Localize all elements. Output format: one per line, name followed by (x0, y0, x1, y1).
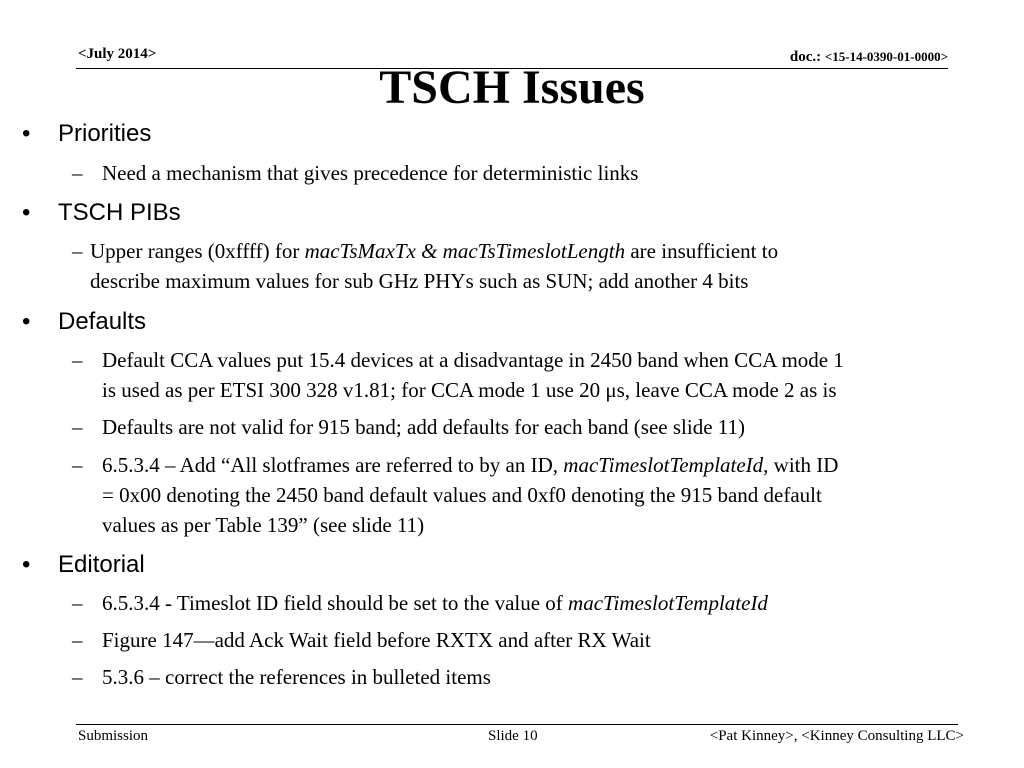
bullet-symbol: • (22, 308, 31, 335)
header-doc-prefix: doc.: (789, 49, 825, 65)
header-date: <July 2014> (78, 46, 157, 62)
italic-term: macTimeslotTemplateId (568, 591, 768, 615)
header-doc-number: <15-14-0390-01-0000> (824, 49, 948, 64)
italic-term: macTsMaxTx & macTsTimeslotLength (304, 239, 626, 263)
sub-item-text: Default CCA values put 15.4 devices at a disadvantage in 2450 band when CCA mode 1 (102, 348, 844, 372)
sub-item-text (102, 588, 768, 619)
bullet-tsch-pibs (22, 199, 181, 227)
sub-item-text (90, 236, 778, 267)
bullet-label: TSCH PIBs (58, 199, 181, 226)
bullet-symbol: • (22, 120, 31, 147)
sub-item-text: Figure 147—add Ack Wait field before RXTX and after RX Wait (102, 628, 651, 652)
bullet-symbol: • (22, 551, 31, 578)
dash-symbol: – (72, 665, 83, 689)
text-run: 6.5.3.4 - Timeslot ID field should be set to the value of (102, 591, 569, 615)
sub-item-text: describe maximum values for sub GHz PHYs such as SUN; add another 4 bits (90, 269, 749, 293)
bullet-symbol: • (22, 199, 31, 226)
sub-item-text: Need a mechanism that gives precedence for deterministic links (102, 161, 639, 185)
text-run: 6.5.3.4 – Add “All slotframes are referred to by an ID, (102, 453, 564, 477)
dash-symbol: – (72, 628, 83, 652)
bullet-label: Defaults (58, 308, 147, 335)
sub-item-text: Defaults are not valid for 915 band; add defaults for each band (see slide 11) (102, 415, 745, 439)
dash-symbol: – (72, 591, 83, 615)
footer-submission: Submission (78, 728, 149, 744)
text-run: , with ID (763, 453, 839, 477)
dash-symbol: – (72, 239, 83, 263)
dash-symbol: – (72, 453, 83, 477)
bullet-defaults (22, 308, 146, 336)
sub-item-text (102, 450, 838, 481)
footer-author: <Pat Kinney>, <Kinney Consulting LLC> (709, 728, 964, 744)
italic-term: macTimeslotTemplateId (563, 453, 764, 477)
sub-item-text: 5.3.6 – correct the references in bulleted items (102, 665, 491, 689)
text-run: are insufficient to (625, 239, 779, 263)
footer-divider (76, 724, 958, 725)
sub-item-text: is used as per ETSI 300 328 v1.81; for CCA mode 1 use 20 μs, leave CCA mode 2 as is (102, 378, 837, 402)
bullet-editorial (22, 551, 145, 579)
bullet-label: Editorial (58, 551, 145, 578)
footer-slide-number: Slide 10 (488, 728, 538, 744)
dash-symbol: – (72, 415, 83, 439)
bullet-priorities (22, 120, 151, 148)
sub-item-text: = 0x00 denoting the 2450 band default values and 0xf0 denoting the 915 band default (102, 483, 822, 507)
sub-item-text: values as per Table 139” (see slide 11) (102, 513, 425, 537)
dash-symbol: – (72, 348, 83, 372)
bullet-label: Priorities (58, 120, 152, 147)
dash-symbol: – (72, 161, 83, 185)
text-run: Upper ranges (0xffff) for (90, 239, 305, 263)
slide-title: TSCH Issues (379, 61, 645, 114)
